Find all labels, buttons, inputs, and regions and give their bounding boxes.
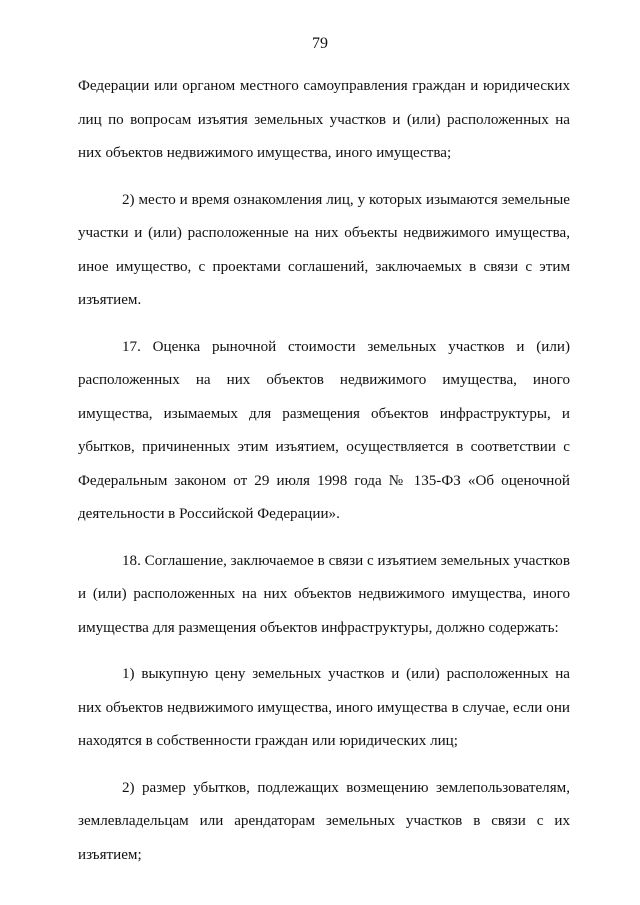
paragraph-section-18: 18. Соглашение, заключаемое в связи с изъятием земельных участков и (или) расположенных на них объектов недвижимого имущества, иного имущества для размещения объектов инфраструктуры, должно содержать:: [78, 552, 570, 636]
page-number: 79: [312, 35, 328, 52]
paragraph-item-2b: 2) размер убытков, подлежащих возмещению землепользователям, землевладельцам или арендаторам земельных участков в связи с их изъятием;: [78, 779, 570, 863]
paragraph-section-17: 17. Оценка рыночной стоимости земельных участков и (или) расположенных на них объектов недвижимого имущества, иного имущества, изымаемых для размещения объектов инфраструктуры, и убытков, причиненных этим изъятием, осуществляется в соответствии с Федеральным законом от 29 июля 1998 года № 135-ФЗ «Об оценочной деятельности в Российской Федерации».: [78, 338, 570, 522]
paragraph-continuation: Федерации или органом местного самоуправления граждан и юридических лиц по вопросам изъятия земельных участков и (или) расположенных на них объектов недвижимого имущества, иного имущества;: [78, 78, 570, 161]
paragraph-item-1: 1) выкупную цену земельных участков и (или) расположенных на них объектов недвижимого имущества, иного имущества в случае, если они находятся в собственности граждан или юридических лиц;: [78, 666, 570, 749]
document-body: [78, 70, 570, 885]
paragraph-item-2: 2) место и время ознакомления лиц, у которых изымаются земельные участки и (или) расположенные на них объекты недвижимого имущества, иное имущество, с проектами соглашений, заключаемых в связи с этим изъятием.: [78, 191, 570, 308]
